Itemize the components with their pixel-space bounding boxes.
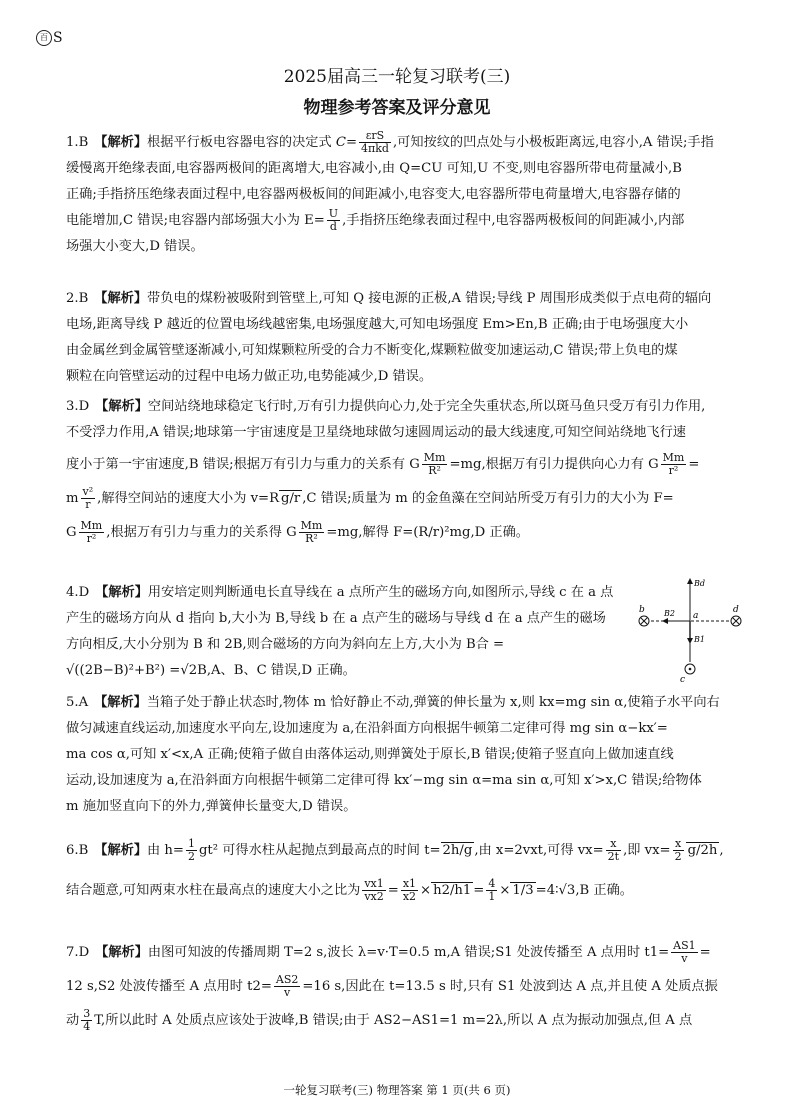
- analysis-tag: 【解析】: [95, 945, 148, 960]
- label-b2: B2: [664, 609, 675, 618]
- answer-line: [66, 974, 728, 1000]
- answer-item-2: [66, 286, 728, 390]
- answer-line: [66, 286, 728, 312]
- fraction-numerator: Mm: [662, 451, 685, 464]
- fraction-numerator: AS2: [275, 973, 299, 986]
- answer-number: 3.D: [66, 399, 90, 414]
- fraction: [299, 520, 325, 545]
- fraction-denominator: x2: [402, 890, 417, 903]
- answer-text: G: [66, 525, 77, 540]
- answer-line: [66, 520, 728, 546]
- fraction: [274, 974, 300, 999]
- answer-line: 正确;手指挤压绝缘表面过程中,电容器两极板间的间距减小,电容变大,电容器所带电荷量增大,电容器存储的: [66, 187, 681, 202]
- fraction-denominator: 2: [674, 850, 682, 863]
- fraction-numerator: x: [673, 838, 684, 851]
- answer-line: [66, 1008, 728, 1034]
- formula: C=: [335, 135, 357, 150]
- answer-text: ×: [499, 883, 511, 898]
- analysis-tag: 【解析】: [94, 135, 148, 150]
- fraction: [362, 878, 385, 903]
- fraction: [81, 486, 96, 511]
- square-root: g/r: [281, 491, 301, 506]
- answer-text: =: [473, 883, 485, 898]
- fraction-numerator: Mm: [80, 519, 103, 532]
- answer-text: =: [688, 457, 700, 472]
- arrow-left-icon: [662, 618, 668, 624]
- fraction-numerator: x1: [402, 877, 417, 890]
- answer-text: ,根据万有引力与重力的关系得 G: [106, 525, 297, 540]
- analysis-tag: 【解析】: [94, 843, 148, 858]
- answer-line: 产生的磁场方向从 d 指向 b,大小为 B,导线 b 在 a 点产生的磁场与导线 d 在 a 点产生的磁场: [66, 611, 606, 626]
- answer-text: m: [66, 491, 79, 506]
- answer-line: 方向相反,大小分别为 B 和 2B,则合磁场的方向为斜向左上方,大小为 B合 =: [66, 637, 505, 652]
- fraction-numerator: U: [328, 207, 339, 220]
- label-b: b: [639, 605, 645, 615]
- answer-text: ,可知按纹的凹点处与小极板距离远,电容小,A 错误;手指: [392, 135, 714, 150]
- fraction: [486, 878, 497, 903]
- page-footer: 一轮复习联考(三) 物理答案 第 1 页(共 6 页): [283, 1083, 511, 1097]
- answer-item-7: [66, 940, 728, 1034]
- answer-line: [66, 580, 626, 606]
- answer-text: ×: [420, 883, 432, 898]
- arrow-down-icon: [687, 638, 693, 644]
- answer-line: 缓慢离开绝缘表面,电容器两极间的距离增大,电容减小,由 Q=CU 可知,U 不变,则电容器所带电荷量减小,B: [66, 161, 682, 176]
- answer-line: [66, 690, 728, 716]
- answer-text: ,由 x=2vxt,可得 vx=: [474, 843, 604, 858]
- answer-item-4: [66, 580, 626, 684]
- fraction: [661, 452, 687, 477]
- arrow-up-icon: [687, 578, 693, 584]
- answer-line: m 施加竖直向下的外力,弹簧伸长量变大,D 错误。: [66, 799, 357, 814]
- fraction-denominator: vx2: [364, 890, 384, 903]
- fraction-denominator: 1: [488, 890, 496, 903]
- fraction-denominator: r²: [86, 532, 97, 545]
- answer-text: =: [699, 945, 711, 960]
- analysis-tag: 【解析】: [95, 399, 148, 414]
- fraction: [401, 878, 418, 903]
- fraction-denominator: r²: [668, 464, 679, 477]
- answer-line: [66, 486, 728, 512]
- answer-text: 12 s,S2 处波传播至 A 点用时 t2=: [66, 979, 272, 994]
- fraction-numerator: 1: [187, 837, 195, 850]
- fraction-denominator: r: [85, 498, 91, 511]
- answer-text: =4∶√3,B 正确。: [535, 883, 633, 898]
- answer-line: ma cos α,可知 x′<x,A 正确;使箱子做自由落体运动,则弹簧处于原长,B 错误;使箱子竖直向上做加速直线: [66, 747, 674, 762]
- answer-text: =16 s,因此在 t=13.5 s 时,只有 S1 处波到达 A 点,并且使 A 处质点振: [302, 979, 718, 994]
- label-b1: B1: [694, 635, 705, 644]
- fraction: [359, 130, 391, 155]
- fraction-denominator: 2: [187, 850, 195, 863]
- answer-text: 当箱子处于静止状态时,物体 m 恰好静止不动,弹簧的伸长量为 x,则 kx=mg sin α,使箱子水平向右: [146, 695, 720, 710]
- answer-line: [66, 130, 728, 156]
- answer-text: 由图可知波的传播周期 T=2 s,波长 λ=v·T=0.5 m,A 错误;S1 处波传播至 A 点用时 t1=: [147, 945, 670, 960]
- page-subtitle: 物理参考答案及评分意见: [303, 98, 491, 118]
- fraction: [671, 940, 697, 965]
- answer-text: ,手指挤压绝缘表面过程中,电容器两极板间的间距减小,内部: [342, 213, 685, 228]
- fraction-numerator: x: [606, 838, 621, 851]
- magnetic-field-figure: [634, 574, 746, 686]
- answer-text: gt² 可得水柱从起抛点到最高点的时间 t=: [198, 843, 441, 858]
- answer-item-5: [66, 690, 728, 820]
- corner-mark: [36, 30, 63, 46]
- corner-letter: S: [53, 30, 63, 46]
- answer-number: 7.D: [66, 945, 90, 960]
- answer-number: 4.D: [66, 585, 90, 600]
- fraction: [79, 520, 105, 545]
- answer-line: 由金属丝到金属管壁逐渐减小,可知煤颗粒所受的合力不断变化,煤颗粒做变加速运动,C 错误;带上负电的煤: [66, 343, 678, 358]
- corner-circle-glyph: 百: [36, 30, 52, 46]
- fraction: [673, 838, 684, 863]
- answer-item-3: [66, 394, 728, 546]
- square-root: h2/h1: [433, 883, 472, 898]
- fraction-denominator: R²: [428, 464, 441, 477]
- answer-line: 场强大小变大,D 错误。: [66, 239, 204, 254]
- answer-number: 1.B: [66, 135, 89, 150]
- answer-item-6: [66, 838, 728, 904]
- fraction-denominator: v: [284, 986, 291, 999]
- label-bd: Bd: [694, 579, 705, 588]
- answer-item-1: [66, 130, 728, 260]
- answer-text: 度小于第一宇宙速度,B 错误;根据万有引力与重力的关系有 G: [66, 457, 420, 472]
- answer-line: 不受浮力作用,A 错误;地球第一宇宙速度是卫星绕地球做匀速圆周运动的最大线速度,可知空间站绕地飞行速: [66, 425, 686, 440]
- fraction: [81, 1008, 92, 1033]
- fraction-denominator: R²: [305, 532, 318, 545]
- label-a: a: [693, 611, 699, 621]
- answer-line: 运动,设加速度为 a,在沿斜面方向根据牛顿第二定律可得 kx′−mg sin α=ma sin α,可知 x′>x,C 错误;给物体: [66, 773, 702, 788]
- answer-line: [66, 452, 728, 478]
- fraction-denominator: 4: [83, 1020, 91, 1033]
- fraction-numerator: εrS: [359, 130, 391, 143]
- fraction-numerator: 3: [83, 1007, 91, 1020]
- answer-number: 6.B: [66, 843, 89, 858]
- fraction-numerator: Mm: [300, 519, 323, 532]
- answer-text: 结合题意,可知两束水柱在最高点的速度大小之比为: [66, 883, 361, 898]
- fraction: [186, 838, 197, 863]
- fraction-numerator: 4: [488, 877, 496, 890]
- answer-text: T,所以此时 A 处质点应该处于波峰,B 错误;由于 AS2−AS1=1 m=2λ,所以 A 点为振动加强点,但 A 点: [94, 1013, 693, 1028]
- answer-line: [66, 940, 728, 966]
- fraction: [422, 452, 448, 477]
- fraction-denominator: 4πkd: [361, 142, 389, 155]
- fraction-denominator: v: [681, 952, 688, 965]
- label-d: d: [733, 605, 739, 615]
- fraction-numerator: Mm: [423, 451, 446, 464]
- fraction-denominator: 2t: [607, 850, 620, 863]
- label-c: c: [680, 675, 686, 685]
- analysis-tag: 【解析】: [94, 291, 148, 306]
- square-root: g/2h: [687, 843, 718, 858]
- answer-text: 根据平行板电容器电容的决定式: [147, 135, 332, 150]
- square-root: 2h/g: [442, 843, 473, 858]
- answer-text: 用安培定则判断通电长直导线在 a 点所产生的磁场方向,如图所示,导线 c 在 a 点: [147, 585, 614, 600]
- answer-text: 带负电的煤粉被吸附到管壁上,可知 Q 接电源的正极,A 错误;导线 P 周围形成类似于点电荷的辐向: [147, 291, 712, 306]
- answer-line: 做匀减速直线运动,加速度水平向左,设加速度为 a,在沿斜面方向根据牛顿第二定律可得 mg sin α−kx′=: [66, 721, 668, 736]
- answer-text: 空间站绕地球稳定飞行时,万有引力提供向心力,处于完全失重状态,所以斑马鱼只受万有引力作用,: [147, 399, 706, 414]
- fraction-numerator: AS1: [673, 939, 696, 952]
- analysis-tag: 【解析】: [95, 585, 148, 600]
- answer-text: =mg,解得 F=(R/r)²mg,D 正确。: [326, 525, 529, 540]
- answer-line: [66, 394, 728, 420]
- answer-line: √((2B−B)²+B²) =√2B,A、B、C 错误,D 正确。: [66, 663, 356, 678]
- answer-line: [66, 878, 728, 904]
- answer-line: [66, 838, 728, 864]
- square-root: 1/3: [512, 883, 534, 898]
- page-title: 2025届高三一轮复习联考(三): [283, 67, 511, 87]
- fraction-numerator: v²: [82, 485, 94, 498]
- answer-text: =: [387, 883, 399, 898]
- fraction: [606, 838, 621, 863]
- answer-number: 5.A: [66, 695, 89, 710]
- answer-text: ,即 vx=: [623, 843, 671, 858]
- answer-number: 2.B: [66, 291, 89, 306]
- dot-mark-icon: [689, 668, 692, 671]
- fraction-denominator: d: [329, 220, 337, 233]
- answer-text: ,: [719, 843, 724, 858]
- answer-text: ,解得空间站的速度大小为 v=R: [97, 491, 280, 506]
- analysis-tag: 【解析】: [94, 695, 147, 710]
- answer-line: 颗粒在向管壁运动的过程中电场力做正功,电势能减少,D 错误。: [66, 369, 433, 384]
- fraction-numerator: vx1: [364, 877, 384, 890]
- answer-line: [66, 208, 728, 234]
- answer-text: ,C 错误;质量为 m 的金鱼藻在空间站所受万有引力的大小为 F=: [302, 491, 674, 506]
- answer-text: 电能增加,C 错误;电容器内部场强大小为 E=: [66, 213, 325, 228]
- fraction: [327, 208, 340, 233]
- answer-text: =mg,根据万有引力提供向心力有 G: [449, 457, 659, 472]
- answer-text: 动: [66, 1013, 80, 1028]
- answer-line: 电场,距离导线 P 越近的位置电场线越密集,电场强度越大,可知电场强度 Em>En,B 正确;由于电场强度大小: [66, 317, 689, 332]
- answer-text: 由 h=: [147, 843, 184, 858]
